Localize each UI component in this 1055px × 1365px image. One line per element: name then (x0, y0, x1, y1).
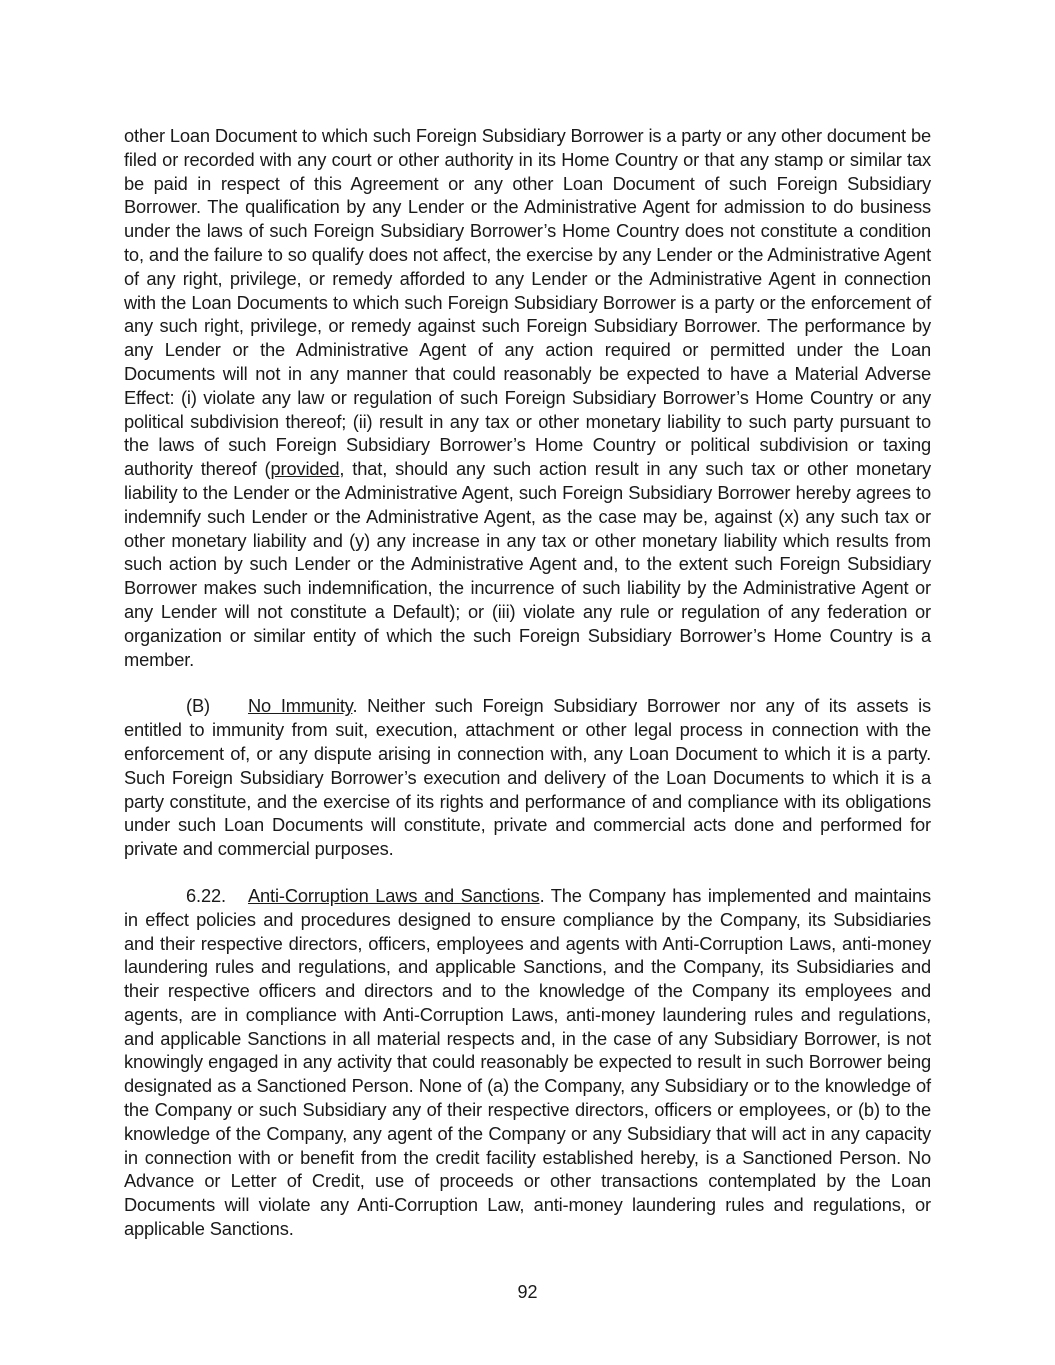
page-number: 92 (517, 1282, 538, 1302)
no-immunity-text: . Neither such Foreign Subsidiary Borrower nor any of its assets is entitled to immunity from suit, execution, attachment or other legal process in connection with the enforcement of, or any dispute arising in connection with, any Loan Document to which it is a party. Such Foreign Subsidiary Borrower’s execution and delivery of the Loan Documents to which it is a party constitute, and the exercise of its rights and performance of and compliance with its obligations under such Loan Documents will constitute, private and commercial acts done and performed for private and commercial purposes. (124, 695, 931, 860)
continuation-text: other Loan Document to which such Foreign Subsidiary Borrower is a party or any other document be filed or recorded with any court or other authority in its Home Country or that any stamp or similar tax be paid in respect of this Agreement or any other Loan Document of such Foreign Subsidiary Borrower. The qualification by any Lender or the Administrative Agent for admission to do business under the laws of such Foreign Subsidiary Borrower’s Home Country does not constitute a condition to, and the failure to so qualify does not affect, the exercise by any Lender or the Administrative Agent of any right, privilege, or remedy afforded to any Lender or the Administrative Agent in connection with the Loan Documents to which such Foreign Subsidiary Borrower is a party or the enforcement of any such right, privilege, or remedy against such Foreign Subsidiary Borrower. The performance by any Lender or the Administrative Agent of any action required or permitted under the Loan Documents will not in any manner that could reasonably be expected to have a Material Adverse Effect: (i) violate any law or regulation of such Foreign Subsidiary Borrower’s Home Country or any political subdivision thereof; (ii) result in any tax or other monetary liability to such party pursuant to the laws of such Foreign Subsidiary Borrower’s Home Country or political subdivision or taxing authority thereof ( (124, 125, 931, 480)
no-immunity-paragraph (124, 694, 931, 861)
no-immunity-label: (B) (186, 695, 210, 717)
no-immunity-heading: No Immunity (248, 695, 353, 717)
section-heading: Anti-Corruption Laws and Sanctions (248, 884, 540, 906)
document-page (124, 124, 931, 1241)
continuation-paragraph (124, 124, 931, 671)
anti-corruption-paragraph (124, 884, 931, 1241)
anti-corruption-text: . The Company has implemented and maintains in effect policies and procedures designed to ensure compliance by the Company, its Subsidiaries and their respective directors, officers, employees and agents with Anti-Corruption Laws, anti-money laundering rules and regulations, and applicable Sanctions, and the Company, its Subsidiaries and their respective officers and directors and to the knowledge of the Company its employees and agents, are in compliance with Anti-Corruption Laws, anti-money laundering rules and regulations, and applicable Sanctions in all material respects and, in the case of any Subsidiary Borrower, is not knowingly engaged in any activity that could reasonably be expected to result in such Borrower being designated as a Sanctioned Person. None of (a) the Company, any Subsidiary or to the knowledge of the Company or such Subsidiary any of their respective directors, officers or employees, or (b) to the knowledge of the Company, any agent of the Company or any Subsidiary that will act in any capacity in connection with or benefit from the credit facility established hereby, is a Sanctioned Person. No Advance or Letter of Credit, use of proceeds or other transactions contemplated by the Loan Documents will violate any Anti-Corruption Law, anti-money laundering rules and regulations, or applicable Sanctions. (124, 884, 931, 1240)
section-number: 6.22. (186, 884, 226, 906)
continuation-text-after: , that, should any such action result in any such tax or other monetary liability to the Lender or the Administrative Agent, such Foreign Subsidiary Borrower hereby agrees to indemnify such Lender or the Administrative Agent, as the case may be, against (x) any such tax or other monetary liability and (y) any increase in any tax or other monetary liability which results from such action by such Lender or the Administrative Agent and, to the extent such Foreign Subsidiary Borrower makes such indemnification, the incurrence of such liability by the Administrative Agent or any Lender will not constitute a Default); or (iii) violate any rule or regulation of any federation or organization or similar entity of which the such Foreign Subsidiary Borrower’s Home Country is a member. (124, 458, 932, 670)
provided-term: provided (270, 458, 340, 480)
